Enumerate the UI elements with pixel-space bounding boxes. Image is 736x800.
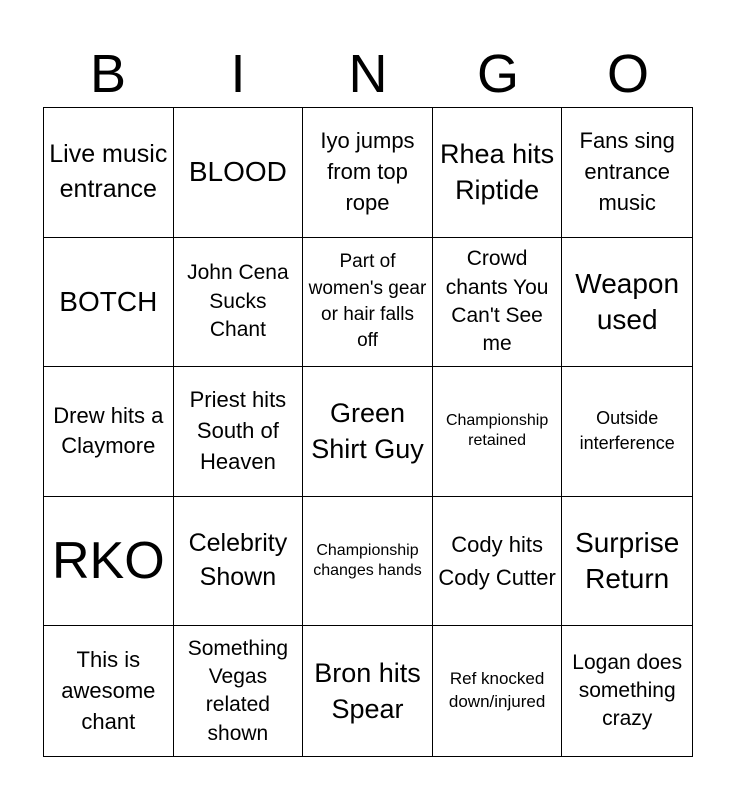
bingo-cell-text: Cody hits Cody Cutter [438,532,556,591]
bingo-cell-text: Weapon used [575,267,680,335]
bingo-cell-text: Crowd chants You Can't See me [445,247,549,356]
bingo-header [43,38,693,110]
bingo-cell[interactable] [562,108,692,238]
bingo-cell-text: This is awesome chant [61,647,156,734]
bingo-cell[interactable] [174,497,304,627]
bingo-cell[interactable] [433,367,563,497]
bingo-cell[interactable] [44,367,174,497]
bingo-cell[interactable] [303,238,433,368]
bingo-cell-text: Iyo jumps from top rope [320,128,415,215]
bingo-cell-text: Logan does something crazy [572,650,683,731]
bingo-cell[interactable] [44,238,174,368]
bingo-cell-text: Something Vegas related shown [187,636,289,745]
bingo-cell[interactable] [562,367,692,497]
bingo-cell[interactable] [303,108,433,238]
bingo-cell-text: Celebrity Shown [188,529,288,592]
bingo-cell-text: Championship retained [445,412,549,450]
bingo-cell[interactable] [174,238,304,368]
bingo-cell-text: John Cena Sucks Chant [187,261,289,342]
bingo-cell[interactable] [303,367,433,497]
bingo-cell[interactable] [44,108,174,238]
bingo-cell[interactable] [303,497,433,627]
bingo-cell-text: Green Shirt Guy [311,398,424,465]
bingo-cell-text: BLOOD [188,156,287,188]
bingo-cell-text: Surprise Return [575,526,680,595]
bingo-cell[interactable] [44,497,174,627]
bingo-board [43,107,693,757]
bingo-cell[interactable] [303,626,433,756]
bingo-cell[interactable] [174,108,304,238]
header-letter-o: O [606,44,649,104]
bingo-cell-text: Fans sing entrance music [579,128,675,215]
bingo-cell-text: BOTCH [59,285,158,317]
bingo-cell[interactable] [562,497,692,627]
header-letter-i: I [230,44,246,104]
bingo-cell[interactable] [433,497,563,627]
bingo-cell-text: Priest hits South of Heaven [189,387,287,474]
bingo-cell[interactable] [433,626,563,756]
header-letter-g: G [476,44,519,104]
bingo-cell-text: Outside interference [579,408,675,454]
bingo-cell-text: Rhea hits Riptide [440,138,555,206]
bingo-cell[interactable] [174,367,304,497]
bingo-cell[interactable] [433,108,563,238]
bingo-cell-text: Championship changes hands [313,542,422,580]
bingo-cell-text: Live music entrance [49,140,168,204]
bingo-cell-text: Ref knocked down/injured [448,669,546,712]
bingo-cell[interactable] [44,626,174,756]
bingo-cell[interactable] [562,238,692,368]
bingo-cell[interactable] [562,626,692,756]
bingo-cell[interactable] [433,238,563,368]
bingo-cell-text: Part of women's gear or hair falls off [308,251,427,352]
header-letter-n: N [348,44,388,104]
bingo-cell[interactable] [174,626,304,756]
bingo-cell-text: RKO [51,531,165,590]
header-letter-b: B [89,44,127,104]
bingo-cell-text: Bron hits Spear [314,657,421,725]
bingo-cell-text: Drew hits a Claymore [53,402,164,459]
